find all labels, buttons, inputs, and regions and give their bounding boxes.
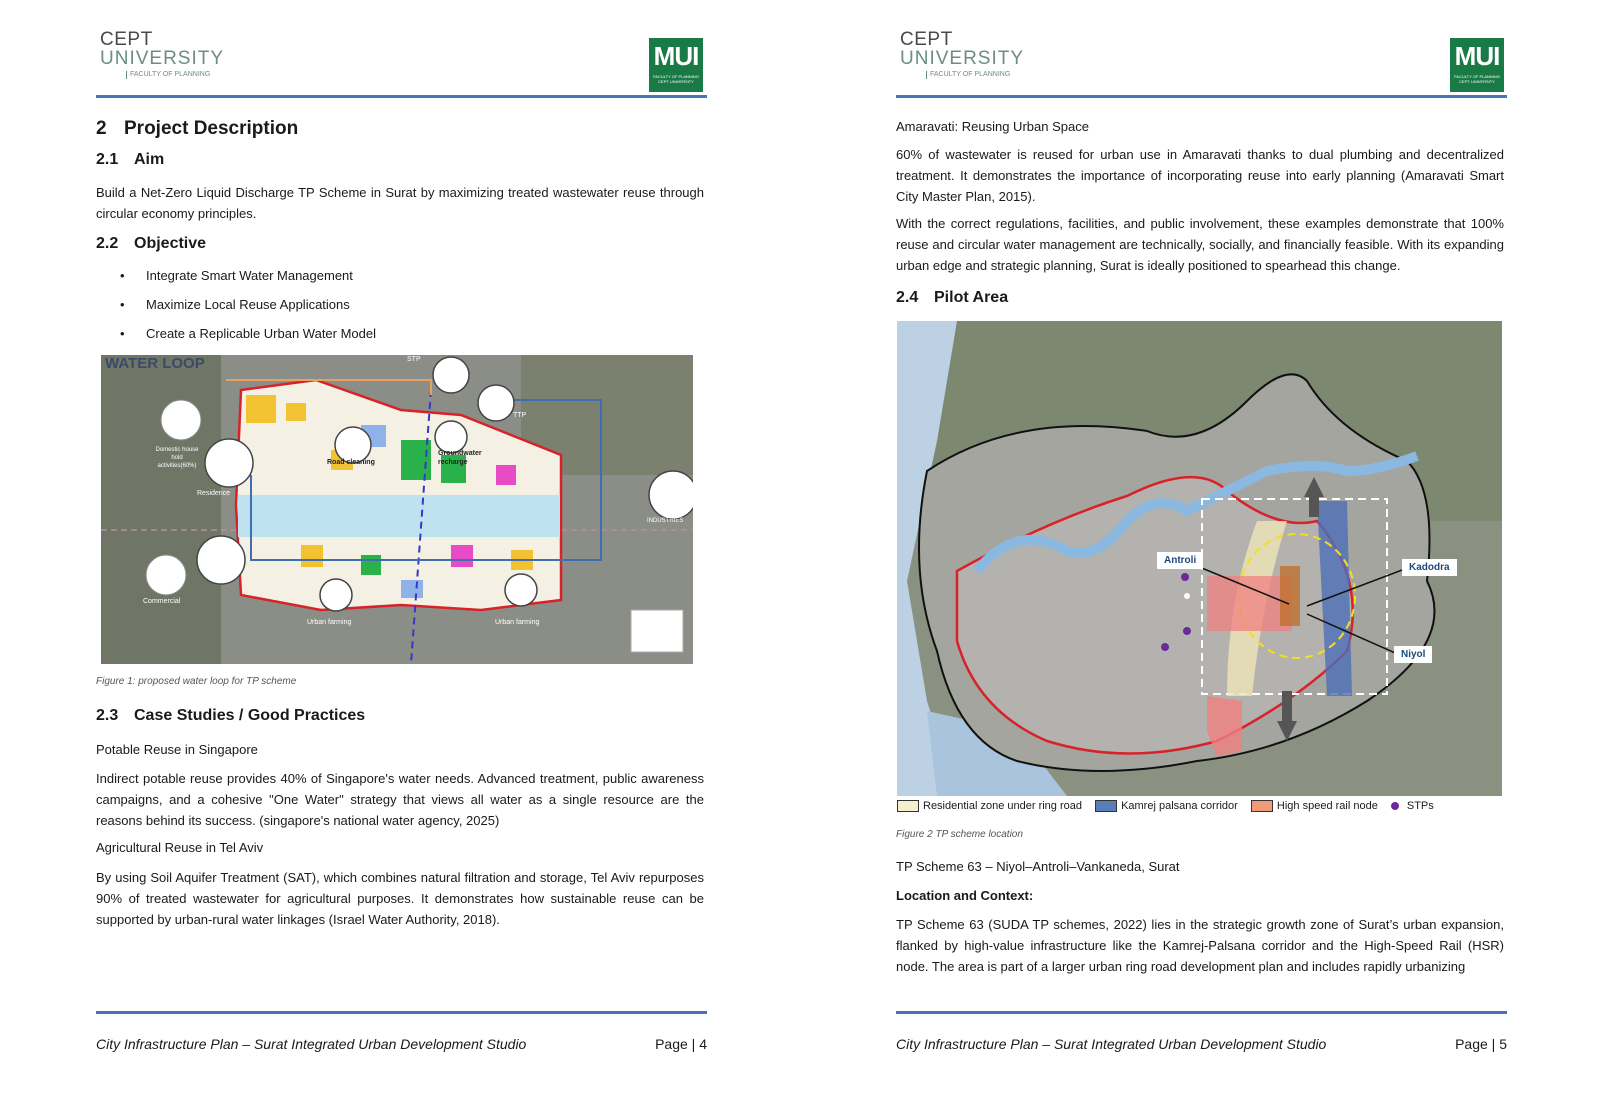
context-heading: Location and Context:	[896, 888, 1034, 903]
page-number: Page | 5	[1455, 1036, 1507, 1052]
section-number: 2.1	[96, 151, 119, 168]
map-label-kadodra: Kadodra	[1402, 559, 1457, 576]
logo-text: MUI	[1454, 41, 1500, 71]
subsection-heading	[96, 235, 206, 253]
footer-rule	[96, 1011, 707, 1014]
logo-text: CEPT	[900, 29, 953, 50]
section-number: 2.4	[896, 289, 919, 306]
page-5	[800, 0, 1600, 1119]
bullet-item: • Maximize Local Reuse Applications	[120, 297, 350, 312]
legend-swatch	[1095, 800, 1117, 812]
subsection-heading	[896, 289, 1008, 307]
section-number: 2.2	[96, 235, 119, 252]
figure-title: WATER LOOP	[105, 355, 205, 372]
footer-title: City Infrastructure Plan – Surat Integrated Urban Development Studio	[896, 1036, 1327, 1052]
logo-text: FACULTY OF PLANNING	[126, 71, 224, 79]
bullet-text: Create a Replicable Urban Water Model	[146, 326, 377, 341]
cept-logo	[100, 30, 224, 79]
subsection-heading	[96, 707, 365, 725]
case-study-title: Amaravati: Reusing Urban Space	[896, 119, 1089, 134]
figure-label: Domestic house hold activities(60%)	[155, 447, 199, 469]
subsection-heading	[96, 151, 164, 169]
figure-caption: Figure 2 TP scheme location	[896, 829, 1023, 840]
map-label-niyol: Niyol	[1394, 646, 1432, 663]
figure-label: STP	[407, 356, 421, 363]
legend-label: Kamrej palsana corridor	[1121, 800, 1238, 813]
figure-label: Commercial	[143, 598, 181, 605]
logo-text: FACULTY OF PLANNING CEPT UNIVERSITY	[653, 74, 699, 84]
section-heading	[96, 118, 298, 140]
bullet-item: • Integrate Smart Water Management	[120, 268, 353, 283]
logo-text: MUI	[653, 41, 699, 71]
aim-paragraph: Build a Net-Zero Liquid Discharge TP Scheme in Surat by maximizing treated wastewater reuse through circular economy principles.	[96, 185, 704, 221]
section-number: 2	[96, 118, 107, 139]
case-study-title: Agricultural Reuse in Tel Aviv	[96, 840, 264, 855]
water-loop-image	[101, 355, 693, 664]
footer-rule	[896, 1011, 1507, 1014]
figure-label: Road cleaning	[327, 459, 375, 466]
legend-label: STPs	[1406, 800, 1434, 813]
figure-label: INDUSTRIES	[647, 518, 684, 524]
logo-text: UNIVERSITY	[100, 48, 225, 69]
summary-paragraph: With the correct regulations, facilities, and public involvement, these examples demonstrate that 100% reuse and circular water management are technically, socially, and financially feasible. With its expanding urban edge and strategic planning, Surat is ideally positioned to spearhead this change.	[896, 216, 1504, 273]
figure-caption: Figure 1: proposed water loop for TP scheme	[96, 676, 297, 687]
mui-logo	[1450, 38, 1504, 92]
section-title: Project Description	[124, 118, 299, 139]
legend-label: High speed rail node	[1276, 800, 1378, 813]
section-title: Aim	[134, 151, 165, 168]
logo-text: FACULTY OF PLANNING	[926, 71, 1024, 79]
section-title: Objective	[134, 235, 207, 252]
section-title: Case Studies / Good Practices	[134, 707, 366, 724]
page-footer	[96, 1036, 707, 1052]
scheme-title: TP Scheme 63 – Niyol–Antroli–Vankaneda, Surat	[896, 859, 1180, 874]
context-paragraph: TP Scheme 63 (SUDA TP schemes, 2022) lies in the strategic growth zone of Surat’s urban expansion, flanked by high-value infrastructure like the Kamrej-Palsana corridor and the High-Speed Rail (HSR) node. The area is part of a larger urban ring road development plan and includes rapidly urbanizing	[896, 917, 1504, 974]
map-legend	[897, 800, 1434, 812]
logo-text: FACULTY OF PLANNING CEPT UNIVERSITY	[1454, 74, 1500, 84]
footer-title: City Infrastructure Plan – Surat Integrated Urban Development Studio	[96, 1036, 527, 1052]
figure-label: TTP	[513, 412, 527, 419]
page-footer	[896, 1036, 1507, 1052]
case-study-paragraph: Indirect potable reuse provides 40% of Singapore's water needs. Advanced treatment, public awareness campaigns, and a cohesive "One Water" strategy that views all water as a single resource are the reasons behind its success. (singapore's national water agency, 2025)	[96, 771, 704, 828]
bullet-text: Maximize Local Reuse Applications	[146, 297, 350, 312]
figure-label: Urban farming	[495, 619, 540, 626]
legend-label: Residential zone under ring road	[923, 800, 1082, 813]
bullet-item: • Create a Replicable Urban Water Model	[120, 326, 377, 341]
header-rule	[96, 95, 707, 98]
case-study-paragraph: 60% of wastewater is reused for urban use in Amaravati thanks to dual plumbing and decentralized treatment. It demonstrates the importance of incorporating reuse into early planning (Amaravati Smart City Master Plan, 2015).	[896, 147, 1504, 204]
case-study-title: Potable Reuse in Singapore	[96, 742, 258, 757]
legend-swatch	[897, 800, 919, 812]
section-title: Pilot Area	[934, 289, 1009, 306]
case-study-paragraph: By using Soil Aquifer Treatment (SAT), which combines natural filtration and storage, Tel Aviv repurposes 90% of treated wastewater for agricultural purposes. It demonstrates how sustainable reuse can be supported by urban-rural water linkages (Israel Water Authority, 2018).	[96, 870, 704, 927]
legend-swatch	[1251, 800, 1273, 812]
mui-logo	[649, 38, 703, 92]
logo-text: CEPT	[100, 29, 153, 50]
figure-label: Urban farming	[307, 619, 352, 626]
legend-dot	[1391, 802, 1399, 810]
cept-logo	[900, 30, 1024, 79]
bullet-text: Integrate Smart Water Management	[146, 268, 353, 283]
water-loop-figure	[101, 355, 693, 664]
page-number: Page | 4	[655, 1036, 707, 1052]
figure-label: Groundwater recharge	[438, 450, 482, 466]
figure-label: Residence	[197, 490, 231, 497]
pilot-area-map	[897, 321, 1502, 796]
section-number: 2.3	[96, 707, 119, 724]
logo-text: UNIVERSITY	[900, 48, 1025, 69]
header-rule	[896, 95, 1507, 98]
map-label-antroli: Antroli	[1157, 552, 1203, 569]
